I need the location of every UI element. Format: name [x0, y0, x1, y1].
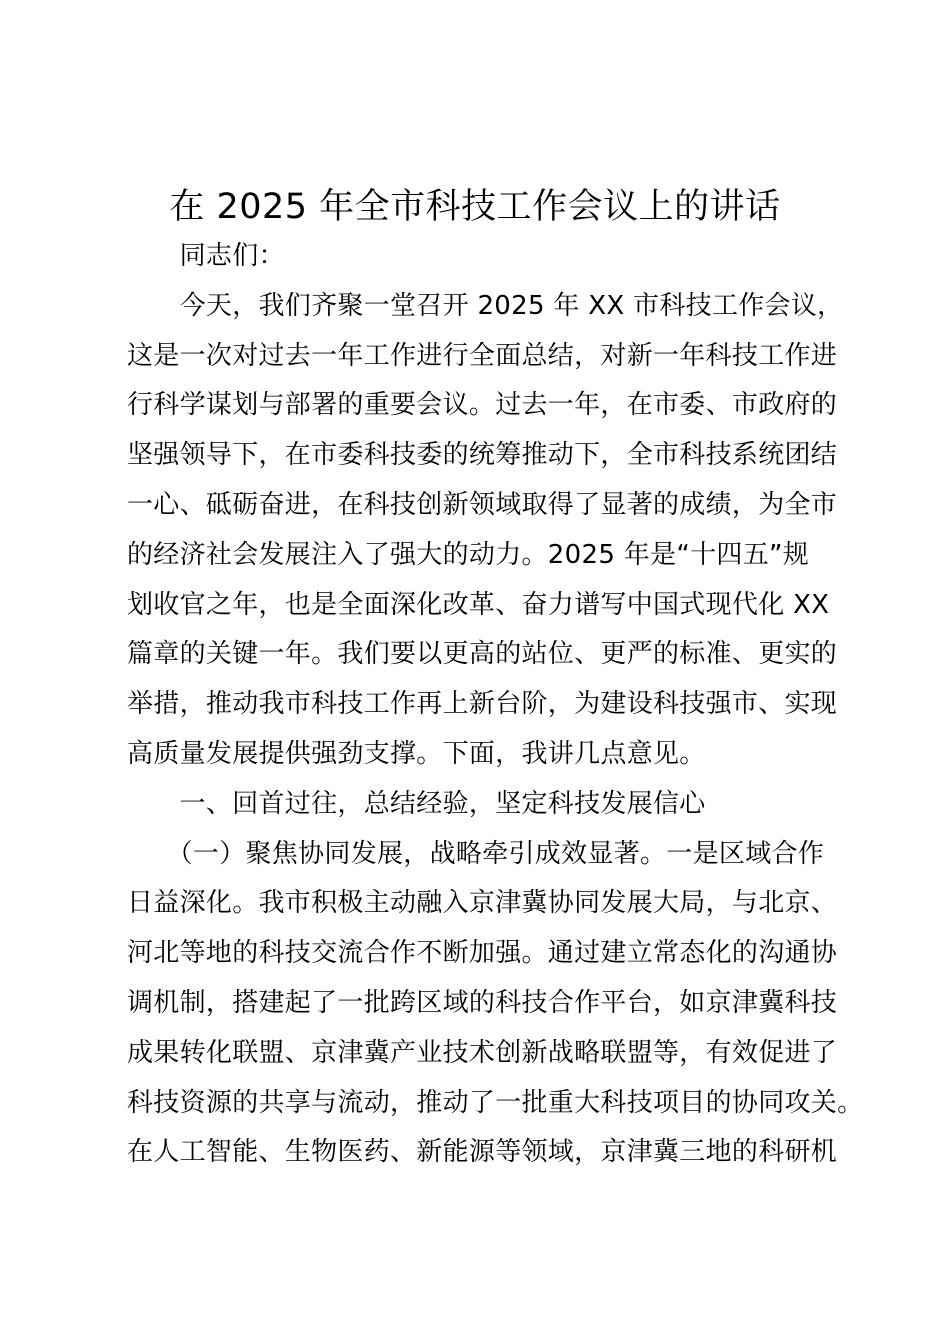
body-line: 科技资源的共享与流动，推动了一批重大科技项目的协同攻关。 [127, 1087, 864, 1118]
body-line: 在人工智能、生物医药、新能源等领域，京津冀三地的科研机 [127, 1137, 838, 1168]
body-line: 行科学谋划与部署的重要会议。过去一年，在市委、市政府的 [127, 390, 838, 421]
body-line: 同志们： [127, 241, 285, 271]
body-line: 举措，推动我市科技工作再上新台阶，为建设科技强市、实现 [127, 689, 838, 720]
body-line: 一、回首过往，总结经验，坚定科技发展信心 [127, 788, 706, 819]
body-line: 划收官之年，也是全面深化改革、奋力谱写中国式现代化 XX [127, 589, 830, 620]
body-line: 今天，我们齐聚一堂召开 2025 年 XX 市科技工作会议， [127, 290, 844, 321]
body-line: 坚强领导下，在市委科技委的统筹推动下，全市科技系统团结 [127, 440, 838, 471]
body-line: 高质量发展提供强劲支撑。下面，我讲几点意见。 [127, 739, 706, 769]
body-line: 篇章的关键一年。我们要以更高的站位、更严的标准、更实的 [127, 639, 838, 670]
body-line: 河北等地的科技交流合作不断加强。通过建立常态化的沟通协 [127, 938, 838, 969]
body-line: 成果转化联盟、京津冀产业技术创新战略联盟等，有效促进了 [127, 1037, 838, 1068]
body-line: 这是一次对过去一年工作进行全面总结，对新一年科技工作进 [127, 340, 838, 371]
document-title: 在 2025 年全市科技工作会议上的讲话 [169, 187, 781, 227]
body-line: 的经济社会发展注入了强大的动力。2025 年是“十四五”规 [127, 539, 810, 570]
body-line: 调机制，搭建起了一批跨区域的科技合作平台，如京津冀科技 [127, 988, 838, 1018]
body-line: 日益深化。我市积极主动融入京津冀协同发展大局，与北京、 [127, 888, 838, 919]
body-line: 一心、砥砺奋进，在科技创新领域取得了显著的成绩，为全市 [127, 490, 838, 520]
body-line: （一）聚焦协同发展，战略牵引成效显著。一是区域合作 [127, 838, 825, 869]
